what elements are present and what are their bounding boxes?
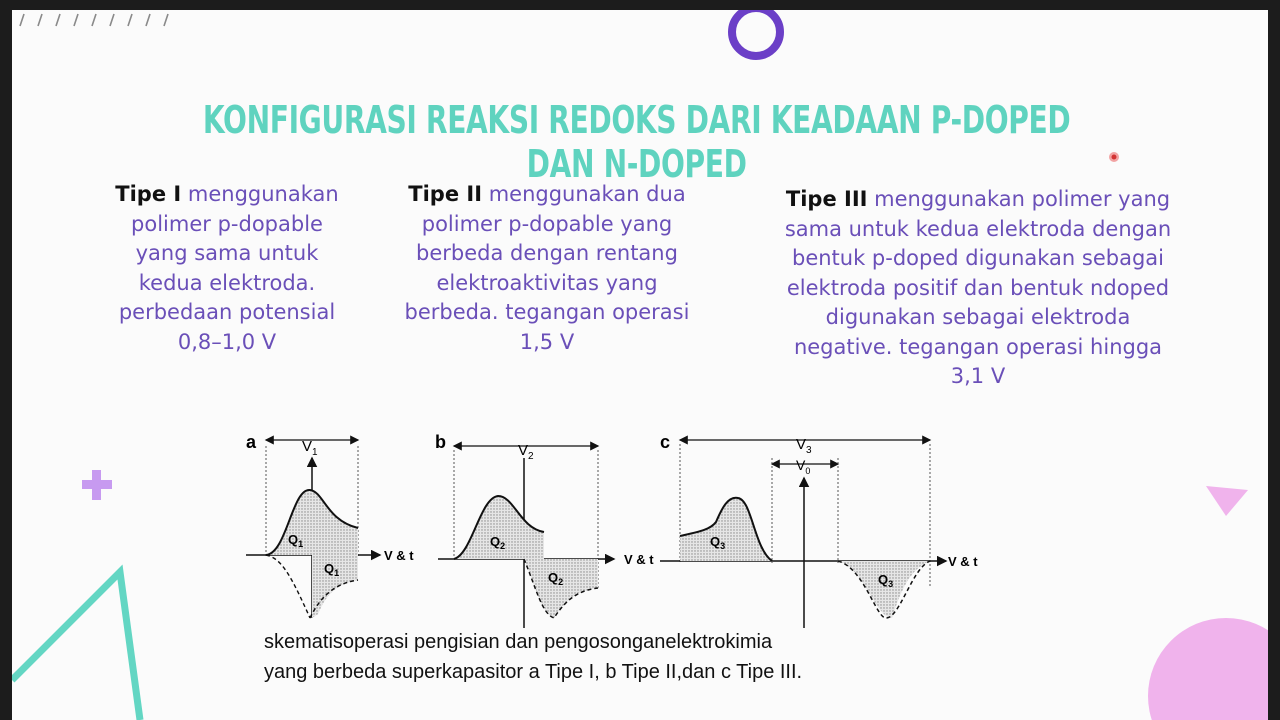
panel-b-axis-label: V & t: [624, 552, 654, 567]
panel-b-letter: b: [435, 432, 446, 452]
type-2-heading: Tipe II: [408, 182, 483, 206]
type-3-description: Tipe III menggunakan polimer yang sama untuk kedua elektroda dengan bentuk p-doped digunakan sebagai elektroda positif dan bentuk ndoped digunakan sebagai elektroda negative. tegangan operasi hingga 3,1 V: [784, 187, 1172, 388]
panel-a-q-bottom: $Q_1$: [324, 561, 340, 578]
figure-caption: [264, 627, 984, 687]
panel-c: [660, 432, 978, 628]
type-2-description: Tipe II menggunakan dua polimer p-dopable yang berbeda dengan rentang elektroaktivitas yang berbeda. tegangan operasi 1,5 V: [404, 182, 690, 354]
panel-c-voltage-label: $V_3$: [796, 436, 812, 456]
panel-c-q-top: $Q_3$: [710, 534, 726, 551]
plus-decoration: [80, 468, 114, 502]
caption-line-1: skematisoperasi pengisian dan pengosonganelektrokimia: [264, 631, 773, 653]
panel-c-v0-label: $V_0$: [796, 457, 811, 476]
type-1-heading: Tipe I: [115, 182, 182, 206]
type-3-heading: Tipe III: [785, 187, 868, 211]
panel-b-q-top: $Q_2$: [490, 534, 506, 551]
caption-line-2: yang berbeda superkapasitor a Tipe I, b Tipe II,dan c Tipe III.: [264, 661, 803, 683]
panel-b-voltage-label: $V_2$: [518, 442, 534, 462]
pointer-dot: [1107, 150, 1121, 164]
slash-pattern-decoration: [16, 12, 186, 28]
triangle-decoration: [1204, 484, 1250, 520]
panel-b: [435, 432, 654, 628]
triangle-outline-decoration: [12, 560, 162, 720]
panel-c-letter: c: [660, 432, 671, 452]
panel-c-axis-label: V & t: [948, 554, 978, 569]
circle-decoration: [1144, 614, 1268, 720]
charge-discharge-figure: [232, 418, 992, 628]
slide-title: KONFIGURASI REAKSI REDOKS DARI KEADAAN P-DOPED DAN N-DOPED: [202, 98, 1071, 186]
panel-c-q-bottom: $Q_3$: [878, 572, 894, 589]
panel-a-axis-label: V & t: [384, 548, 414, 563]
type-1-description: Tipe I menggunakan polimer p-dopable yang sama untuk kedua elektroda. perbedaan potensial 0,8–1,0 V: [115, 182, 339, 354]
panel-a: [246, 432, 414, 618]
panel-a-q-top: $Q_1$: [288, 532, 304, 549]
ring-decoration: [724, 10, 790, 66]
panel-a-letter: a: [246, 432, 257, 452]
panel-a-voltage-label: $V_1$: [302, 438, 318, 458]
panel-b-q-bottom: $Q_2$: [548, 570, 564, 587]
slide: [12, 10, 1268, 720]
